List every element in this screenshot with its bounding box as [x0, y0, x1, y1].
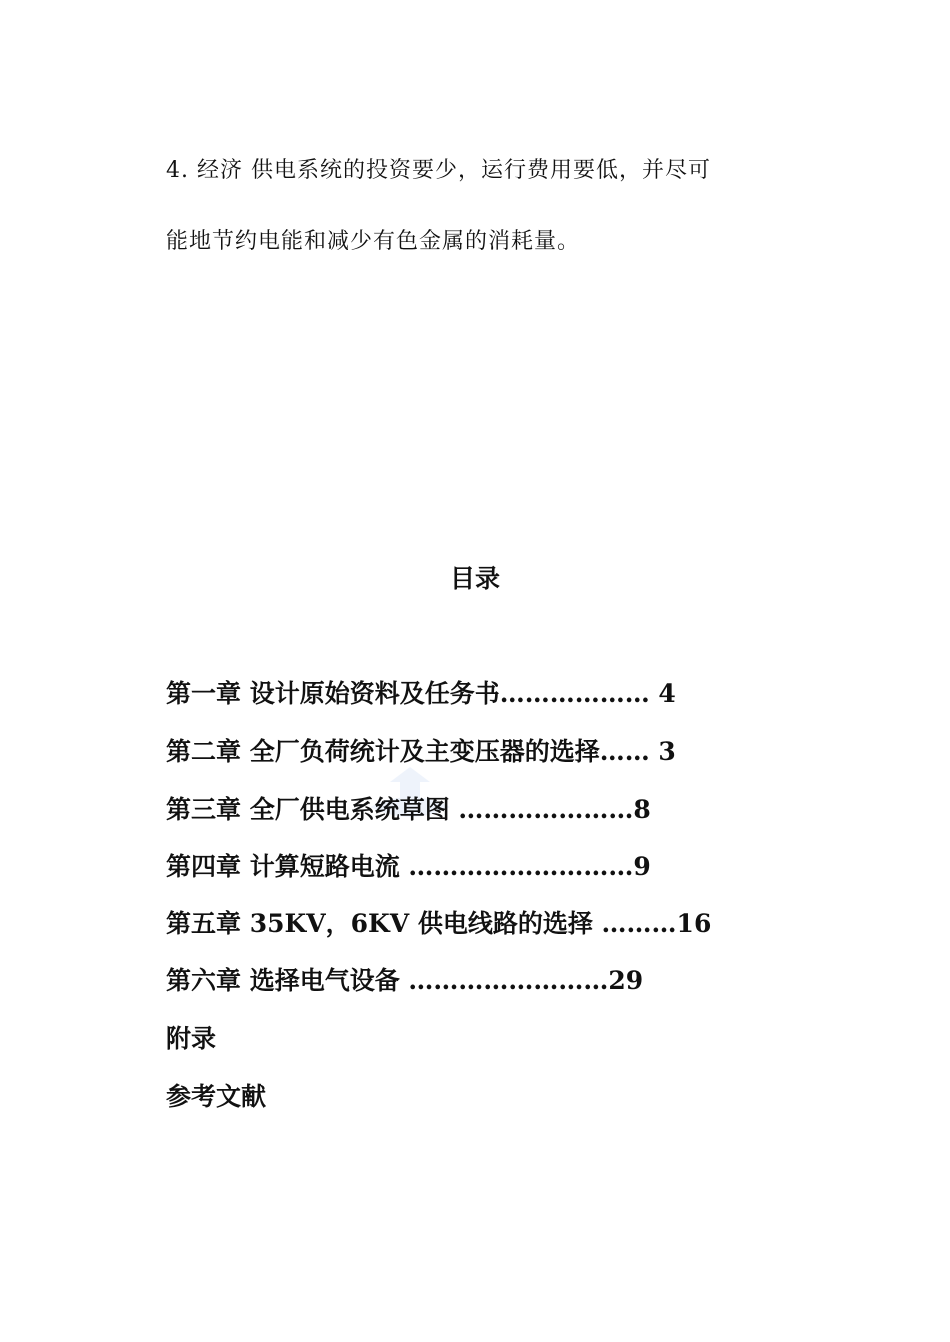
- toc-entry-5: 第五章 35KV，6KV 供电线路的选择 ………16: [166, 909, 712, 938]
- toc-entry-3: 第三章 全厂供电系统草图 …………………8: [166, 795, 651, 824]
- toc-title: 目录: [449, 564, 500, 593]
- toc-entry-references: 参考文献: [166, 1082, 267, 1111]
- paragraph-line-1: 4. 经济 供电系统的投资要少，运行费用要低，并尽可: [166, 158, 711, 183]
- toc-entry-4: 第四章 计算短路电流 ………………………9: [166, 852, 651, 881]
- toc-entry-2: 第二章 全厂负荷统计及主变压器的选择…… 3: [166, 737, 676, 766]
- toc-entry-appendix: 附录: [166, 1024, 217, 1053]
- toc-entry-1: 第一章 设计原始资料及任务书……………… 4: [166, 679, 676, 708]
- paragraph-line-2: 能地节约电能和减少有色金属的消耗量。: [166, 229, 581, 254]
- toc-entry-6: 第六章 选择电气设备 ……………………29: [166, 966, 644, 995]
